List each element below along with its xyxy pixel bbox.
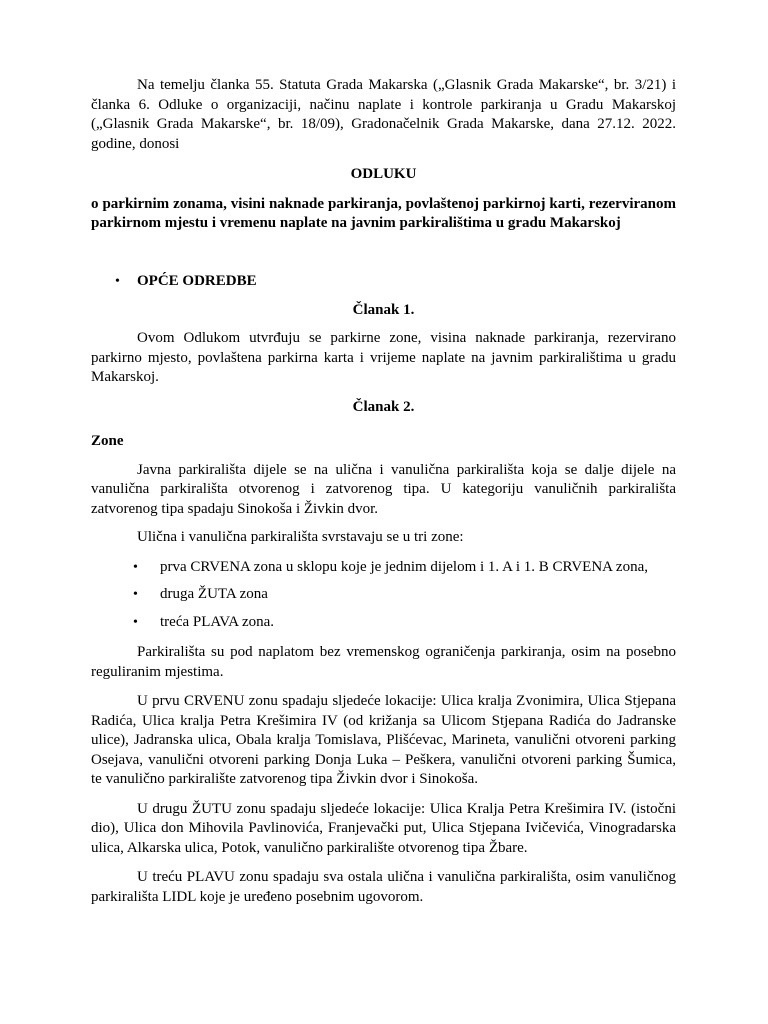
section-heading-label: OPĆE ODREDBE (137, 272, 257, 289)
zone-list-item-label: treća PLAVA zona. (160, 613, 275, 630)
bullet-icon: • (115, 273, 120, 289)
article-2-paragraph-3: Parkirališta su pod naplatom bez vremenskog ograničenja parkiranja, osim na posebno reguliranim mjestima. (91, 644, 676, 680)
zone-list-item (91, 558, 676, 578)
document-page (91, 64, 676, 907)
bullet-icon: • (133, 614, 138, 630)
intro-paragraph: Na temelju članka 55. Statuta Grada Makarska („Glasnik Grada Makarske“, br. 3/21) i članka 6. Odluke o organizaciji, načinu naplate i kontrole parkiranja u Gradu Makarskoj („Glasnik Grada Makarske“, br. 18/09), Gradonačelnik Grada Makarske, dana 27.12. 2022. godine, donosi (91, 77, 676, 152)
article-1-paragraph: Ovom Odlukom utvrđuju se parkirne zone, visina naknade parkiranja, rezervirano parkirno mjesto, povlaštena parkirna karta i vrijeme naplate na javnim parkiralištima u gradu Makarskoj. (91, 330, 676, 385)
article-1-heading: Članak 1. (352, 301, 415, 318)
article-2-paragraph-5: U drugu ŽUTU zonu spadaju sljedeće lokacije: Ulica Kralja Petra Krešimira IV. (istočni dio), Ulica don Mihovila Pavlinovića, Franjevački put, Ulica Stjepana Ivičevića, Vinogradarska ulica, Alkarska ulica, Potok, vanulično parkiralište otvorenog tipa Žbare. (91, 800, 676, 856)
document-subtitle: o parkirnim zonama, visini naknade parkiranja, povlaštenoj parkirnoj karti, rezerviranom parkirnom mjestu i vremenu naplate na javnim parkiralištima u gradu Makarskoj (91, 195, 676, 231)
article-2-paragraph-6: U treću PLAVU zonu spadaju sva ostala ulična i vanulična parkirališta, osim vanuličnog parkirališta LIDL koje je uređeno posebnim ugovorom. (91, 869, 676, 905)
article-2-paragraph-2: Ulična i vanulična parkirališta svrstavaju se u tri zone: (137, 529, 464, 545)
document-title: ODLUKU (350, 166, 417, 182)
zone-list-item (91, 613, 676, 633)
article-2-heading: Članak 2. (352, 398, 415, 415)
zone-heading: Zone (91, 433, 124, 449)
article-2-paragraph-4: U prvu CRVENU zonu spadaju sljedeće lokacije: Ulica kralja Zvonimira, Ulica Stjepana Radića, Ulica kralja Petra Krešimira IV (od križanja sa Ulicom Stjepana Radića do Jadranske ulice), Jadranska ulica, Obala kralja Tomislava, Plišćevac, Marineta, vanulični otvoreni parking Osejava, vanulični otvoreni parking Donja Luka – Peškera, vanulični otvoreni parking Šumica, te vanulično parkiralište zatvorenog tipa Živkin dvor i Sinokoša. (91, 693, 676, 787)
zone-list-item-label: prva CRVENA zona u sklopu koje je jednim dijelom i 1. A i 1. B CRVENA zona, (160, 558, 648, 575)
bullet-icon: • (133, 587, 138, 602)
article-2-paragraph-1: Javna parkirališta dijele se na ulična i vanulična parkirališta koja se dalje dijele na vanulična parkirališta otvorenog i zatvorenog tipa. U kategoriju vanuličnih parkirališta zatvorenog tipa spadaju Sinokoša i Živkin dvor. (91, 461, 676, 517)
zone-list (91, 558, 676, 633)
zone-list-item (91, 585, 676, 605)
section-heading (91, 272, 676, 292)
bullet-icon: • (133, 559, 138, 575)
zone-list-item-label: druga ŽUTA zona (160, 586, 268, 602)
